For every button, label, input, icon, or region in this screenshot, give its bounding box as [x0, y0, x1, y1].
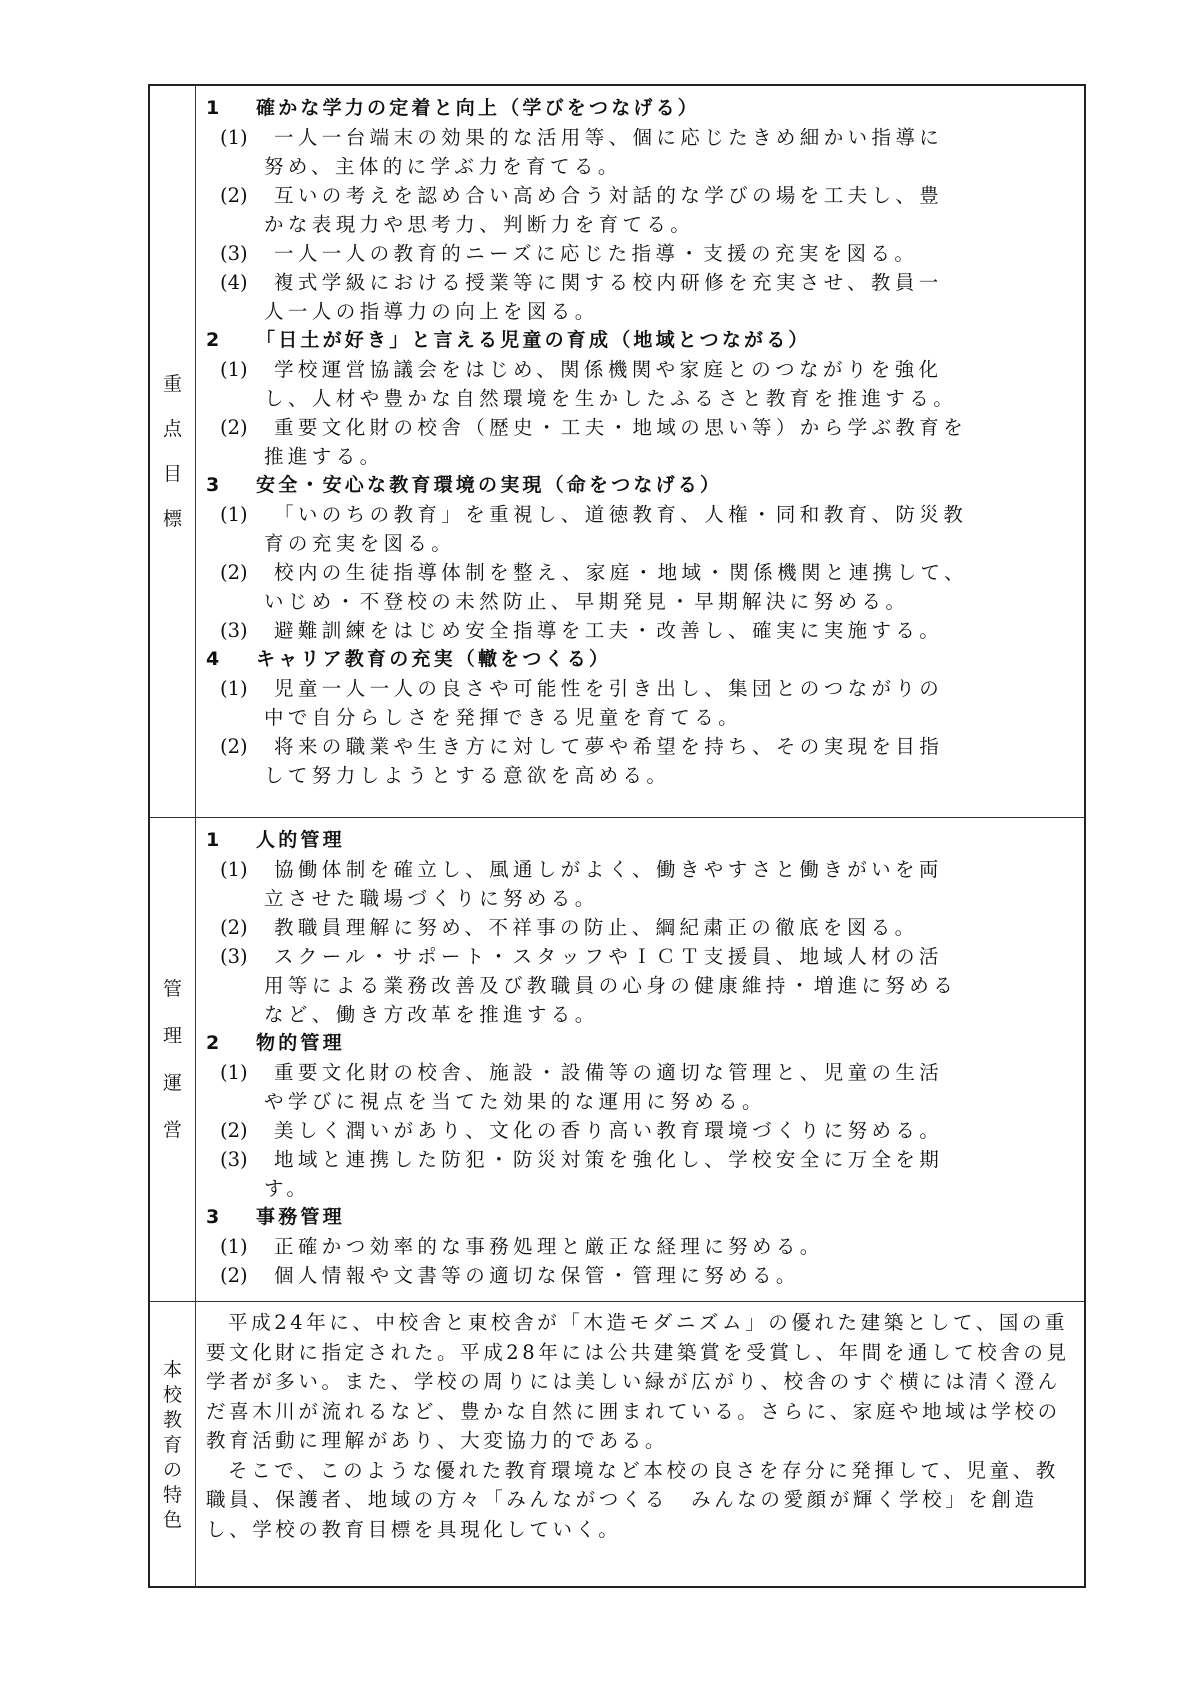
section-management	[150, 818, 1084, 1302]
list-item-cont: など、働き方改革を推進する。	[264, 1003, 599, 1026]
list-item-cont: かな表現力や思考力、判断力を育てる。	[264, 213, 695, 236]
list-item-cont: 立させた職場づくりに努める。	[264, 887, 599, 910]
section-focus-goals	[150, 86, 1084, 818]
list-item: (1) 重要文化財の校舎、施設・設備等の適切な管理と、児童の生活	[220, 1061, 944, 1084]
list-item-cont: いじめ・不登校の未然防止、早期発見・早期解決に努める。	[264, 590, 910, 613]
list-item-cont: 育の充実を図る。	[264, 532, 456, 555]
list-item: (2) 個人情報や文書等の適切な保管・管理に努める。	[220, 1264, 800, 1287]
list-item: (2) 将来の職業や生き方に対して夢や希望を持ち、その実現を目指	[220, 735, 944, 758]
list-item: (1) 児童一人一人の良さや可能性を引き出し、集団とのつながりの	[220, 677, 944, 700]
list-item: (2) 互いの考えを認め合い高め合う対話的な学びの場を工夫し、豊	[220, 184, 944, 207]
feature-paragraph: そこで、このような優れた教育環境など本校の良さを存分に発揮して、児童、教職員、保護者、地域の方々「みんながつくる みんなの愛顔が輝く学校」を創造し、学校の教育目標を具現化していく。	[206, 1458, 1059, 1541]
list-item: (2) 美しく潤いがあり、文化の香り高い教育環境づくりに努める。	[220, 1119, 944, 1142]
list-item: (1) 一人一台端末の効果的な活用等、個に応じたきめ細かい指導に	[220, 126, 944, 149]
label-char: 理	[162, 1024, 182, 1047]
list-item: (3) 一人一人の教育的ニーズに応じた指導・支援の充実を図る。	[220, 242, 919, 265]
section-content	[206, 1302, 1080, 1588]
section-content	[206, 818, 1080, 1301]
group-heading: 2 物的管理	[206, 1032, 345, 1054]
group-heading: 1 人的管理	[206, 829, 345, 851]
list-item: (4) 複式学級における授業等に関する校内研修を充実させ、教員一	[220, 271, 943, 294]
list-item: (1) 学校運営協議会をはじめ、関係機関や家庭とのつながりを強化	[220, 358, 943, 381]
label-char: 育	[162, 1433, 182, 1456]
list-item: (3) スクール・サポート・スタッフやＩＣＴ支援員、地域人材の活	[220, 945, 943, 968]
label-char: 標	[162, 507, 182, 530]
group-heading: 3 安全・安心な教育環境の実現（命をつなげる）	[206, 474, 723, 496]
label-char: 校	[162, 1383, 182, 1406]
feature-paragraph: 平成24年に、中校舎と東校舎が「木造モダニズム」の優れた建築として、国の重要文化財に指定された。平成28年には公共建築賞を受賞し、年間を通して校舎の見学者が多い。また、学校の周りには美しい緑が広がり、校舎のすぐ横には清く澄んだ喜木川が流れるなど、豊かな自然に囲まれている。さらに、家庭や地域は学校の教育活動に理解があり、大変協力的である。	[206, 1311, 1070, 1452]
label-char: 本	[162, 1358, 182, 1381]
list-item: (1) 協働体制を確立し、風通しがよく、働きやすさと働きがいを両	[220, 858, 943, 881]
list-item-cont: 人一人の指導力の向上を図る。	[264, 300, 599, 323]
list-item-cont: して努力しようとする意欲を高める。	[264, 764, 671, 787]
list-item-cont: や学びに視点を当てた効果的な運用に努める。	[264, 1090, 766, 1113]
section-content	[206, 86, 1080, 817]
label-char: 重	[162, 372, 182, 395]
list-item-cont: す。	[264, 1177, 311, 1200]
list-item: (2) 教職員理解に努め、不祥事の防止、綱紀粛正の徹底を図る。	[220, 916, 919, 939]
label-char: の	[162, 1458, 182, 1481]
list-item: (1) 「いのちの教育」を重視し、道徳教育、人権・同和教育、防災教	[220, 503, 968, 526]
section-label	[150, 1302, 196, 1588]
group-heading: 4 キャリア教育の充実（轍をつくる）	[206, 648, 612, 670]
list-item-cont: 用等による業務改善及び教職員の心身の健康維持・増進に努める	[264, 974, 958, 997]
list-item-cont: 中で自分らしさを発揮できる児童を育てる。	[264, 706, 743, 729]
list-item: (2) 重要文化財の校舎（歴史・工夫・地域の思い等）から学ぶ教育を	[220, 416, 968, 439]
group-heading: 1 確かな学力の定着と向上（学びをつなげる）	[206, 97, 701, 119]
list-item: (3) 地域と連携した防犯・防災対策を強化し、学校安全に万全を期	[220, 1148, 944, 1171]
label-char: 教	[162, 1408, 182, 1431]
list-item: (1) 正確かつ効率的な事務処理と厳正な経理に努める。	[220, 1235, 824, 1258]
section-label	[150, 818, 196, 1301]
label-char: 色	[162, 1508, 182, 1531]
list-item-cont: し、人材や豊かな自然環境を生かしたふるさと教育を推進する。	[264, 387, 958, 410]
group-heading: 2 「日土が好き」と言える児童の育成（地域とつながる）	[206, 329, 811, 351]
group-heading: 3 事務管理	[206, 1206, 345, 1228]
list-item: (2) 校内の生徒指導体制を整え、家庭・地域・関係機関と連携して、	[220, 561, 968, 584]
list-item-cont: 努め、主体的に学ぶ力を育てる。	[264, 155, 622, 178]
label-char: 点	[162, 417, 182, 440]
list-item: (3) 避難訓練をはじめ安全指導を工夫・改善し、確実に実施する。	[220, 619, 944, 642]
label-char: 目	[162, 462, 182, 485]
section-school-features	[150, 1302, 1084, 1588]
section-label	[150, 86, 196, 817]
policy-table	[148, 84, 1086, 1588]
label-char: 営	[162, 1118, 182, 1141]
label-char: 管	[162, 977, 182, 1000]
label-char: 特	[162, 1483, 182, 1506]
label-char: 運	[162, 1071, 182, 1094]
list-item-cont: 推進する。	[264, 445, 384, 468]
